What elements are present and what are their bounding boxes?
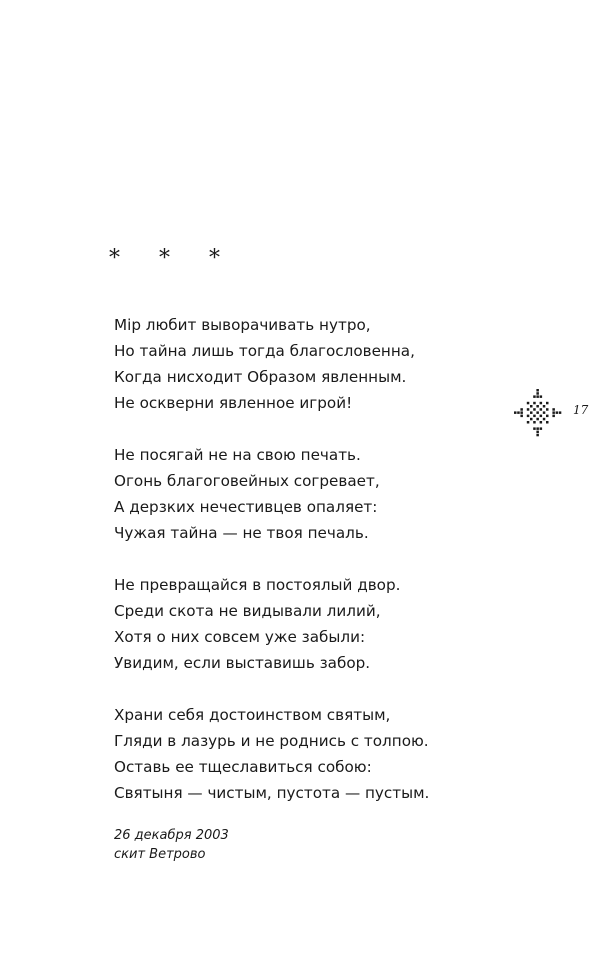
ornament-stitch xyxy=(536,389,539,392)
poem-line: Оставь ее тщеславиться собою: xyxy=(114,758,372,776)
ornament-stitch xyxy=(533,427,536,430)
ornament-stitch xyxy=(546,402,549,405)
stanza-1 xyxy=(114,312,494,416)
ornament-stitch xyxy=(536,392,539,395)
ornament-stitch xyxy=(536,431,539,434)
ornament-stitch xyxy=(536,405,539,408)
stanza-2 xyxy=(114,442,494,546)
ornament-stitch xyxy=(543,418,546,421)
poem-line: Не посягай не на свою печать. xyxy=(114,446,361,464)
ornament-stitch xyxy=(514,411,517,414)
ornament-stitch xyxy=(546,408,549,411)
ornament-stitch xyxy=(517,411,520,414)
ornament-stitch xyxy=(527,402,530,405)
poem-line: Хотя о них совсем уже забыли: xyxy=(114,628,366,646)
ornament-stitch xyxy=(556,411,559,414)
ornament-stitch xyxy=(540,421,543,424)
poem-line: Святыня — чистым, пустота — пустым. xyxy=(114,784,430,802)
ornament-stitch xyxy=(536,427,539,430)
ornament-stitch xyxy=(530,411,533,414)
ornament-stitch xyxy=(533,408,536,411)
ornament-stitch xyxy=(527,408,530,411)
ornament-stitch xyxy=(536,395,539,398)
ornament-stitch xyxy=(543,405,546,408)
ornament-stitch xyxy=(552,411,555,414)
section-separator: * * * xyxy=(109,246,236,271)
poem-signature xyxy=(114,826,229,864)
ornament-stitch xyxy=(536,411,539,414)
poem-line: А дерзких нечестивцев опаляет: xyxy=(114,498,378,516)
poem-line: Огонь благоговейных согревает, xyxy=(114,472,380,490)
poem-line: Не оскверни явленное игрой! xyxy=(114,394,353,412)
ornament-stitch xyxy=(546,415,549,418)
stanza-4 xyxy=(114,702,494,806)
poem-line: Гляди в лазурь и не роднись с толпою. xyxy=(114,732,429,750)
ornament-stitch xyxy=(533,421,536,424)
ornament-stitch xyxy=(552,415,555,418)
ornament-stitch xyxy=(520,411,523,414)
ornament-stitch xyxy=(559,411,562,414)
ornament-stitch xyxy=(520,408,523,411)
ornament-stitch xyxy=(530,405,533,408)
ornament-stitch xyxy=(540,415,543,418)
ornament-stitch xyxy=(552,408,555,411)
poem-line: Но тайна лишь тогда благословенна, xyxy=(114,342,415,360)
ornament-stitch xyxy=(527,415,530,418)
poem-line: Mip любит выворачивать нутро, xyxy=(114,316,371,334)
ornament-stitch xyxy=(533,395,536,398)
page-number: 17 xyxy=(573,403,589,417)
ornament-stitch xyxy=(533,402,536,405)
cross-stitch-ornament-icon xyxy=(514,389,562,437)
poem-line: Не превращайся в постоялый двор. xyxy=(114,576,401,594)
ornament-stitch xyxy=(540,427,543,430)
poem-line: Увидим, если выставишь забор. xyxy=(114,654,371,672)
poem-line: Среди скота не видывали лилий, xyxy=(114,602,381,620)
ornament-stitch xyxy=(533,415,536,418)
ornament-stitch xyxy=(536,418,539,421)
ornament-stitch xyxy=(540,395,543,398)
ornament-stitch xyxy=(536,434,539,437)
ornament-stitch xyxy=(543,411,546,414)
signature-date: 26 декабря 2003 xyxy=(114,828,229,843)
poem-line: Когда нисходит Образом явленным. xyxy=(114,368,407,386)
ornament-stitch xyxy=(540,402,543,405)
stanza-3 xyxy=(114,572,494,676)
poem-line: Чужая тайна — не твоя печаль. xyxy=(114,524,369,542)
ornament-stitch xyxy=(530,418,533,421)
ornament-stitch xyxy=(540,408,543,411)
poem xyxy=(114,312,494,832)
poem-line: Храни себя достоинством святым, xyxy=(114,706,391,724)
ornament-stitch xyxy=(527,421,530,424)
ornament-stitch xyxy=(520,415,523,418)
ornament-stitch xyxy=(546,421,549,424)
signature-place: скит Ветрово xyxy=(114,847,206,862)
